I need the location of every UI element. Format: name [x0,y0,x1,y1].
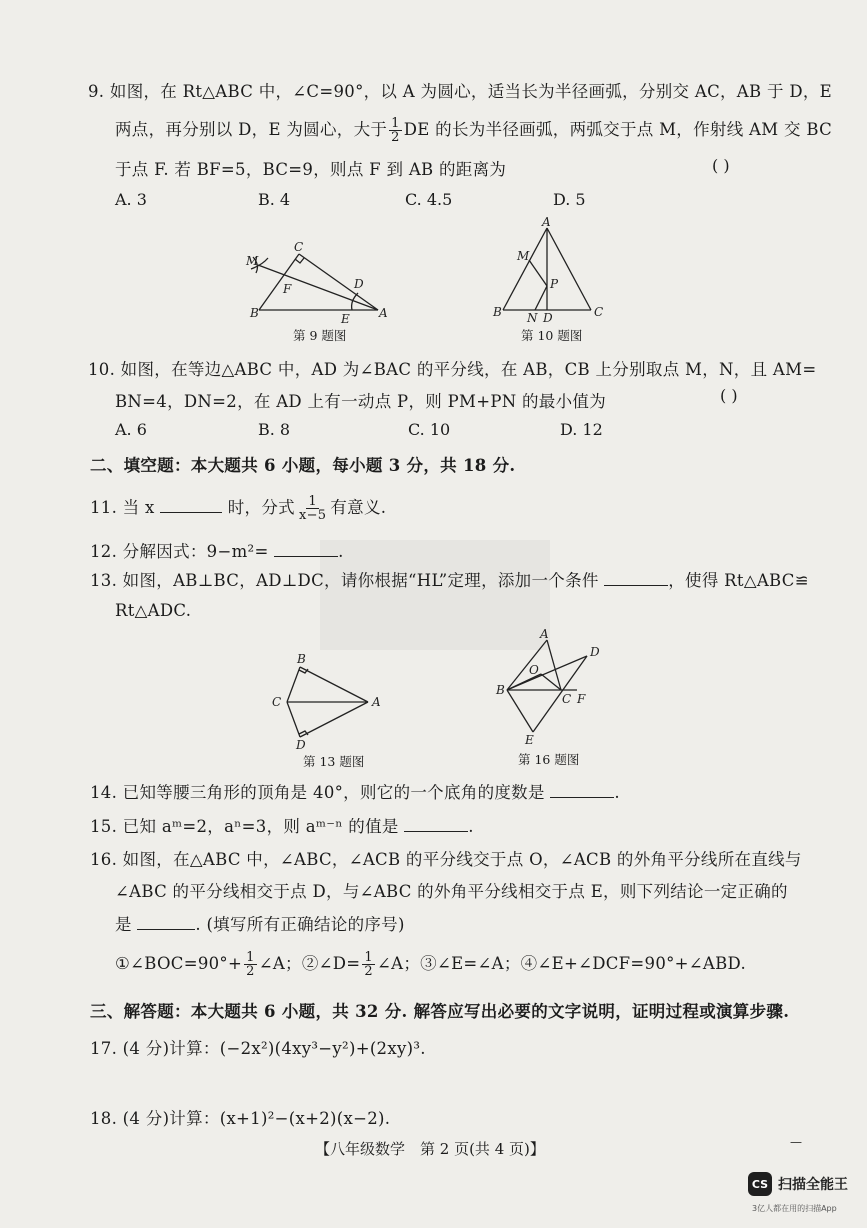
fig9-label-c: C [294,240,304,254]
q16-fraction-1: $\frac{1}{2}$ [246,950,255,979]
q16-answer-blank[interactable] [137,915,195,930]
q11-fraction: $\frac{1}{x-5}$ [298,494,327,523]
q16-fraction-2: $\frac{1}{2}$ [364,950,373,979]
section2-heading: 二、填空题：本大题共 6 小题，每小题 3 分，共 18 分. [90,456,516,475]
fig10-label-c: C [594,305,604,319]
q9-option-d: D. 5 [553,190,586,209]
page-footer: 【八年级数学 第 2 页(共 4 页)】 [315,1140,545,1158]
q10-option-d: D. 12 [560,420,603,439]
q11-answer-blank[interactable] [160,498,222,513]
q9-line2: 两点，再分别以 D，E 为圆心，大于 $\frac{1}{2}$ DE 的长为半径画弧，两弧交于点 M，作射线 AM 交 BC [115,116,833,145]
camscanner-logo-icon: CS [748,1172,772,1196]
fig13-label-a: A [372,695,381,709]
q9-option-c: C. 4.5 [405,190,453,209]
figure-10 [493,215,605,325]
q10-option-c: C. 10 [408,420,451,439]
q16-line1: 16. 如图，在△ABC 中，∠ABC，∠ACB 的平分线交于点 O，∠ACB 的外角平分线所在直线与 [90,850,802,869]
q14-answer-blank[interactable] [550,783,614,798]
fig16-label-f: F [577,692,586,706]
q10-answer-paren: ( ) [720,386,738,405]
fig10-label-m: M [517,249,530,263]
fig10-label-n: N [527,311,538,325]
q16-statements: ①∠BOC=90°+ $\frac{1}{2}$ ∠A；②∠D= $\frac{1}{2}$ ∠A；③∠E=∠A；④∠E+∠DCF=90°+∠ABD. [115,950,747,979]
fig13-label-b: B [297,652,306,666]
q17: 17. (4 分)计算：(−2x²)(4xy³−y²)+(2xy)³. [90,1039,426,1058]
fig9-label-f: F [283,282,292,296]
fig16-label-e: E [525,733,534,747]
fig16-caption: 第 16 题图 [518,752,580,767]
fig9-caption: 第 9 题图 [293,328,347,343]
footer-dash: — [790,1135,802,1149]
fig9-label-b: B [250,306,259,320]
q12-answer-blank[interactable] [274,542,338,557]
q13-answer-blank[interactable] [604,571,668,586]
fig9-label-a: A [379,306,388,320]
q10-option-b: B. 8 [258,420,291,439]
scanner-tagline: 3亿人都在用的扫描App [752,1204,837,1213]
q16-line3: 是 . (填写所有正确结论的序号) [115,915,405,934]
q14: 14. 已知等腰三角形的顶角是 40°，则它的一个底角的度数是 . [90,783,620,802]
fig9-label-d: D [354,277,364,291]
q11: 11. 当 x 时，分式 $\frac{1}{x-5}$ 有意义. [90,494,387,523]
fig16-label-o: O [529,663,539,677]
fig16-label-b: B [496,683,505,697]
fig9-label-m: M [246,254,259,268]
q9-answer-paren: ( ) [712,156,730,175]
q9-option-a: A. 3 [115,190,147,209]
fig10-caption: 第 10 题图 [521,328,583,343]
q15-answer-blank[interactable] [404,817,468,832]
q15: 15. 已知 aᵐ=2，aⁿ=3，则 aᵐ⁻ⁿ 的值是 . [90,817,474,836]
fig10-label-b: B [493,305,502,319]
q16-line2: ∠ABC 的平分线相交于点 D，与∠ABC 的外角平分线相交于点 E，则下列结论一定正确的 [115,882,788,901]
fig9-label-e: E [341,312,350,326]
fig13-label-d: D [296,738,306,752]
scanner-watermark [748,1172,848,1196]
figure-13 [270,652,381,752]
fig13-caption: 第 13 题图 [303,754,365,769]
fig10-label-a: A [542,215,551,229]
q13-line2: Rt△ADC. [115,601,192,620]
q9-line3: 于点 F. 若 BF=5，BC=9，则点 F 到 AB 的距离为 [115,160,507,179]
q18: 18. (4 分)计算：(x+1)²−(x+2)(x−2). [90,1109,391,1128]
q10-line1: 10. 如图，在等边△ABC 中，AD 为∠BAC 的平分线，在 AB，CB 上分别取点 M，N，且 AM= [88,360,817,379]
fig10-label-p: P [550,277,559,291]
fig16-label-c: C [562,692,572,706]
section3-heading: 三、解答题：本大题共 6 小题，共 32 分. 解答应写出必要的文字说明，证明过程或演算步骤. [90,1002,790,1021]
fig10-label-d: D [543,311,553,325]
figure-16 [495,627,610,747]
q9-fraction: $\frac{1}{2}$ [391,116,400,145]
scanner-name: 扫描全能王 [778,1177,848,1193]
fig16-label-a: A [540,627,549,641]
q13-line1: 13. 如图，AB⊥BC，AD⊥DC，请你根据“HL”定理，添加一个条件 ，使得 Rt△ABC≌ [90,571,809,590]
q12: 12. 分解因式：9−m²= . [90,542,344,561]
fig16-label-d: D [590,645,600,659]
figure-9 [246,240,410,326]
q10-line2: BN=4，DN=2，在 AD 上有一动点 P，则 PM+PN 的最小值为 [115,392,607,411]
q9-line1: 9. 如图，在 Rt△ABC 中，∠C=90°，以 A 为圆心，适当长为半径画弧，分别交 AC，AB 于 D，E [88,82,833,101]
q10-option-a: A. 6 [115,420,147,439]
fig13-label-c: C [272,695,282,709]
q9-option-b: B. 4 [258,190,291,209]
